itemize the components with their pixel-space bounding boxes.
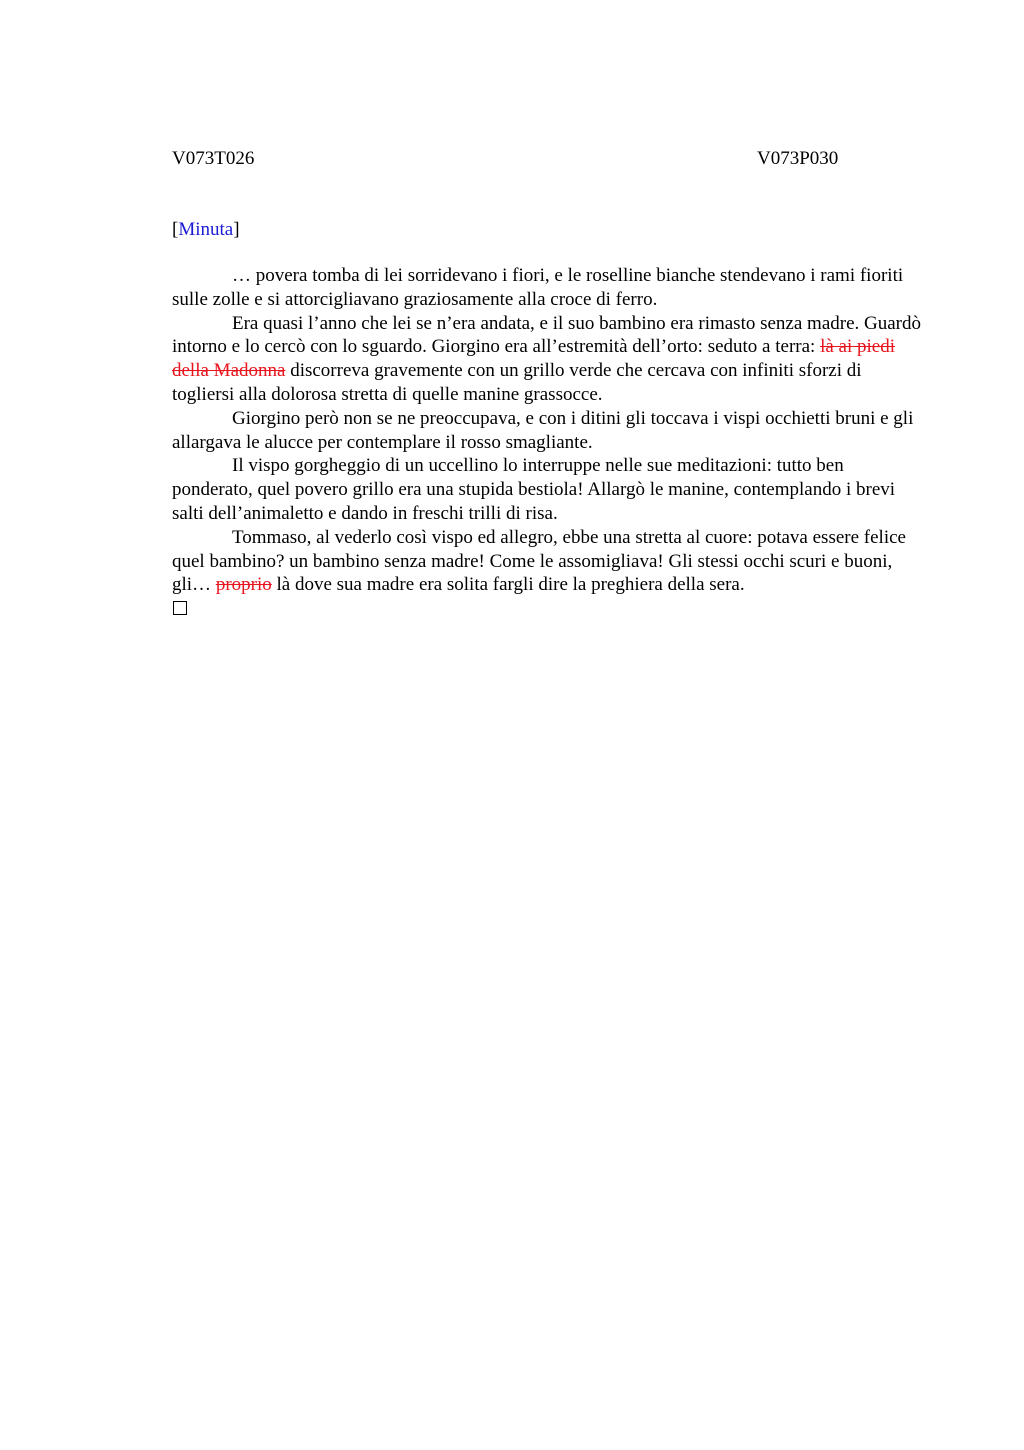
draft-label [172,217,240,243]
deleted-text: proprio [215,574,272,596]
deleted-text: là ai piedi della Madonna [172,336,895,382]
end-mark [172,597,928,622]
paragraph-5 [172,526,928,597]
body-text [172,264,928,622]
paragraph-1 [172,264,928,312]
paragraph-4 [172,454,928,525]
paragraph-4-text: Il vispo gorgheggio di un uccellino lo interruppe nelle sue meditazioni: tutto ben ponderato, quel povero grillo era una stupida bestiola! Allargò le manine, contemplando i brevi salti dell’animaletto e dando in freschi trilli di risa. [172,455,896,524]
document-code: V073T026 [172,148,255,169]
paragraph-2-after: discorreva gravemente con un grillo verde che cercava con infiniti sforzi di togliersi alla dolorosa stretta di quelle manine grassocce. [172,360,862,405]
page-code: V073P030 [757,148,839,169]
label-close-bracket: ] [233,219,240,240]
document-page [172,0,924,1450]
paragraph-5-before: Tommaso, al vederlo così vispo ed allegro, ebbe una stretta al cuore: potava essere felice quel bambino? un bambino senza madre! Come le assomigliava! Gli stessi occhi scuri e buoni, gli… [172,526,906,596]
paragraph-2 [172,312,928,407]
label-text: Minuta [178,219,234,240]
empty-square-icon [173,601,187,615]
header-row [172,146,924,172]
paragraph-2-before: Era quasi l’anno che lei se n’era andata, e il suo bambino era rimasto senza madre. Guardò intorno e lo cercò con lo sguardo. Giorgino era all’estremità dell’orto: seduto a terra: [172,312,922,358]
paragraph-5-after: là dove sua madre era solita fargli dire la preghiera della sera. [271,574,745,596]
paragraph-3 [172,407,928,455]
paragraph-1-text: … povera tomba di lei sorridevano i fiori, e le roselline bianche stendevano i rami fioriti sulle zolle e si attorcigliavano graziosamente alla croce di ferro. [172,265,904,310]
label-open-bracket: [ [172,219,179,240]
paragraph-3-text: Giorgino però non se ne preoccupava, e con i ditini gli toccava i vispi occhietti bruni e gli allargava le alucce per contemplare il rosso smagliante. [172,407,914,453]
